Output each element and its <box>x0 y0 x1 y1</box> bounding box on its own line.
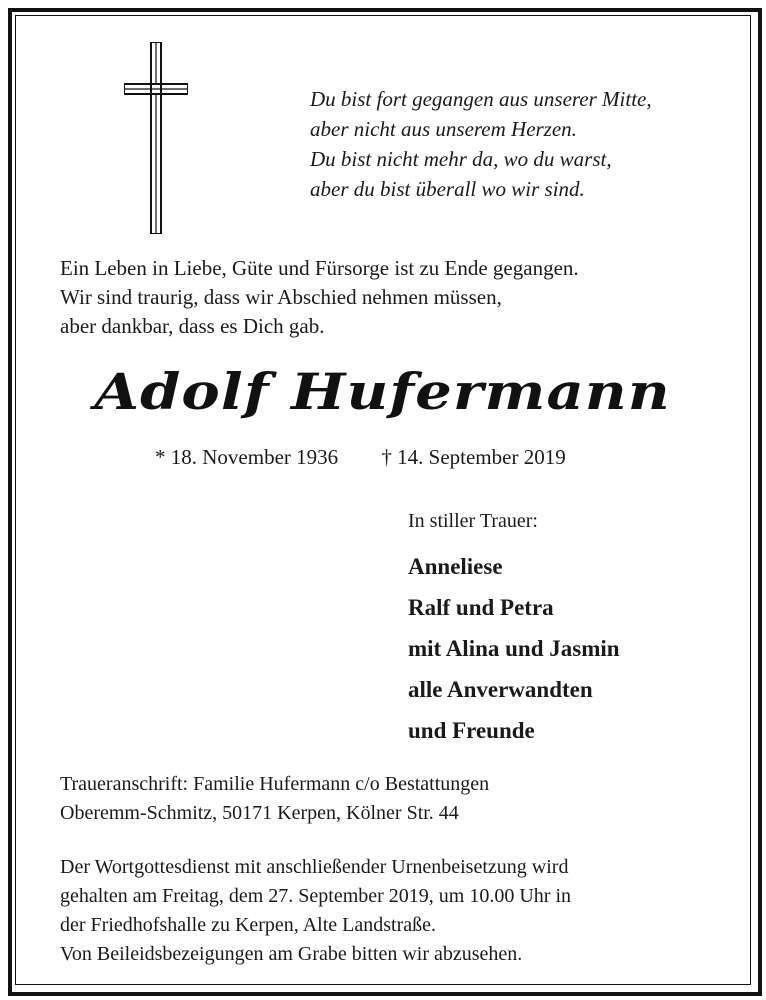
deceased-name: Adolf Hufermann <box>94 362 671 421</box>
intro-line: Wir sind traurig, dass wir Abschied nehmen müssen, <box>60 285 502 309</box>
poem-line: Du bist fort gegangen aus unserer Mitte, <box>310 87 652 111</box>
life-dates <box>155 445 566 470</box>
service-line: Von Beileidsbezeigungen am Grabe bitten wir abzusehen. <box>60 943 523 965</box>
address-line: Oberemm-Schmitz, 50171 Kerpen, Kölner Str. 44 <box>60 802 459 824</box>
death-date: † 14. September 2019 <box>381 445 566 469</box>
mourner-name: mit Alina und Jasmin <box>408 636 620 661</box>
service-line: Der Wortgottesdienst mit anschließender Urnenbeisetzung wird <box>60 856 569 878</box>
intro-line: aber dankbar, dass es Dich gab. <box>60 314 325 338</box>
mourner-name: Ralf und Petra <box>408 595 554 620</box>
poem-line: Du bist nicht mehr da, wo du warst, <box>310 147 612 171</box>
poem-line: aber du bist überall wo wir sind. <box>310 177 585 201</box>
cross-icon <box>124 42 188 234</box>
service-info <box>60 853 571 969</box>
mourning-intro: In stiller Trauer: <box>408 510 538 532</box>
mourners-list <box>408 546 620 751</box>
poem-line: aber nicht aus unserem Herzen. <box>310 117 577 141</box>
service-line: der Friedhofshalle zu Kerpen, Alte Landstraße. <box>60 914 436 936</box>
address-line: Traueranschrift: Familie Hufermann c/o Bestattungen <box>60 773 490 795</box>
mourner-name: alle Anverwandten <box>408 677 593 702</box>
mourner-name: und Freunde <box>408 718 535 743</box>
intro-line: Ein Leben in Liebe, Güte und Fürsorge ist zu Ende gegangen. <box>60 256 579 280</box>
intro-text <box>60 254 720 341</box>
poem <box>310 84 730 204</box>
mourner-name: Anneliese <box>408 554 503 579</box>
birth-date: * 18. November 1936 <box>155 445 339 469</box>
service-line: gehalten am Freitag, dem 27. September 2019, um 10.00 Uhr in <box>60 885 572 907</box>
mourning-address <box>60 770 489 828</box>
